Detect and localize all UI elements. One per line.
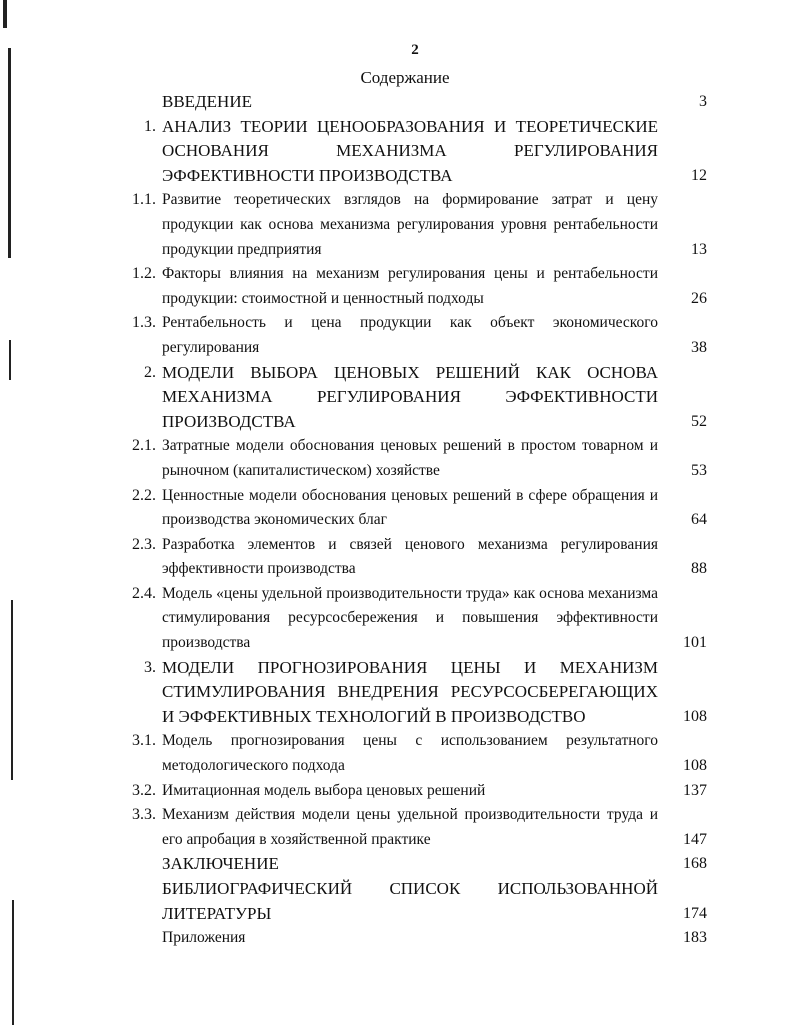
toc-entry (0, 729, 793, 778)
toc-entry (0, 90, 793, 115)
toc-entry (0, 533, 793, 582)
toc-entry-title: Рентабельность и цена продукции как объект экономического регулирования (162, 314, 658, 356)
toc-entry-page: 88 (691, 560, 707, 578)
toc-entry-title: Ценностные модели обоснования ценовых решений в сфере обращения и производства экономических благ (162, 486, 658, 529)
toc-entry-number: 2. (144, 363, 156, 381)
toc-entry-number: 2.1. (132, 437, 156, 455)
toc-entry-number: 2.3. (132, 535, 156, 553)
toc-entry-number: 1.1. (132, 191, 156, 209)
toc-entry-page: 168 (683, 855, 707, 873)
toc-entry-title: Модель прогнозирования цены с использованием результатного методологического подхода (162, 732, 658, 775)
toc-entry (0, 311, 793, 360)
toc-entry (0, 484, 793, 533)
toc-entry-page: 174 (683, 904, 707, 922)
table-of-contents (0, 90, 793, 951)
toc-entry-page: 137 (683, 781, 707, 799)
toc-entry-title: Разработка элементов и связей ценового механизма регулирования эффективности производства (162, 535, 658, 578)
page-number: 2 (411, 42, 419, 58)
toc-entry-number: 2.4. (132, 584, 156, 602)
toc-entry (0, 582, 793, 656)
toc-entry-title: Механизм действия модели цены удельной производительности труда и его апробация в хозяйственной практике (162, 806, 658, 848)
toc-entry-title: АНАЛИЗ ТЕОРИИ ЦЕНООБРАЗОВАНИЯ И ТЕОРЕТИЧЕСКИЕ ОСНОВАНИЯ МЕХАНИЗМА РЕГУЛИРОВАНИЯ ЭФФЕКТИВНОСТИ ПРОИЗВОДСТВА (162, 116, 658, 185)
toc-entry-page: 147 (683, 830, 707, 848)
toc-entry-page: 64 (691, 511, 707, 529)
toc-entry-page: 3 (699, 93, 707, 110)
toc-entry-number: 3.1. (132, 732, 156, 750)
toc-entry-title: Имитационная модель выбора ценовых решений (162, 781, 486, 799)
toc-entry-title: ЗАКЛЮЧЕНИЕ (162, 854, 279, 874)
toc-entry-title: МОДЕЛИ ВЫБОРА ЦЕНОВЫХ РЕШЕНИЙ КАК ОСНОВА МЕХАНИЗМА РЕГУЛИРОВАНИЯ ЭФФЕКТИВНОСТИ ПРОИЗВОДСТВА (162, 362, 658, 431)
toc-entry (0, 656, 793, 730)
toc-entry (0, 779, 793, 804)
toc-entry (0, 262, 793, 311)
toc-entry-title: Затратные модели обоснования ценовых решений в простом товарном и рыночном (капиталистическом) хозяйстве (162, 437, 658, 479)
toc-entry-page: 183 (683, 929, 707, 947)
toc-entry-page: 52 (691, 412, 707, 430)
toc-entry-title: Приложения (162, 929, 246, 947)
toc-entry-title: МОДЕЛИ ПРОГНОЗИРОВАНИЯ ЦЕНЫ И МЕХАНИЗМ СТИМУЛИРОВАНИЯ ВНЕДРЕНИЯ РЕСУРСОСБЕРЕГАЮЩИХ И ЭФФЕКТИВНЫХ ТЕХНОЛОГИЙ В ПРОИЗВОДСТВО (162, 657, 658, 726)
toc-entry (0, 926, 793, 951)
toc-entry-page: 38 (691, 338, 707, 356)
toc-entry-number: 1. (144, 117, 156, 135)
toc-entry-page: 12 (691, 166, 707, 184)
toc-entry-title: ВВЕДЕНИЕ (162, 92, 252, 111)
toc-entry-number: 3.2. (132, 781, 156, 799)
page-title: Содержание (360, 68, 450, 87)
toc-entry-page: 101 (683, 634, 707, 652)
toc-entry (0, 115, 793, 189)
toc-entry-title: Модель «цены удельной производительности труда» как основа механизма стимулирования ресурсосбережения и повышения эффективности производства (162, 584, 658, 652)
toc-entry-page: 13 (691, 240, 707, 258)
toc-entry (0, 188, 793, 262)
toc-entry (0, 803, 793, 852)
toc-entry-number: 1.2. (132, 265, 156, 283)
toc-entry (0, 877, 793, 926)
toc-entry-page: 26 (691, 289, 707, 307)
toc-entry-number: 1.3. (132, 314, 156, 332)
toc-entry-page: 108 (683, 707, 707, 725)
toc-entry-page: 108 (683, 757, 707, 775)
toc-entry-title: Факторы влияния на механизм регулирования цены и рентабельности продукции: стоимостной и ценностный подходы (162, 265, 658, 307)
toc-entry (0, 361, 793, 435)
toc-entry-number: 3.3. (132, 806, 156, 824)
toc-entry-page: 53 (691, 461, 707, 479)
toc-entry-number: 3. (144, 658, 156, 676)
toc-entry (0, 852, 793, 877)
toc-entry-number: 2.2. (132, 486, 156, 504)
toc-entry (0, 434, 793, 483)
scan-edge-mark (3, 0, 7, 28)
toc-entry-title: Развитие теоретических взглядов на формирование затрат и цену продукции как основа механизма регулирования уровня рентабельности продукции предприятия (162, 191, 658, 258)
toc-entry-title: БИБЛИОГРАФИЧЕСКИЙ СПИСОК ИСПОЛЬЗОВАННОЙ ЛИТЕРАТУРЫ (162, 879, 658, 923)
